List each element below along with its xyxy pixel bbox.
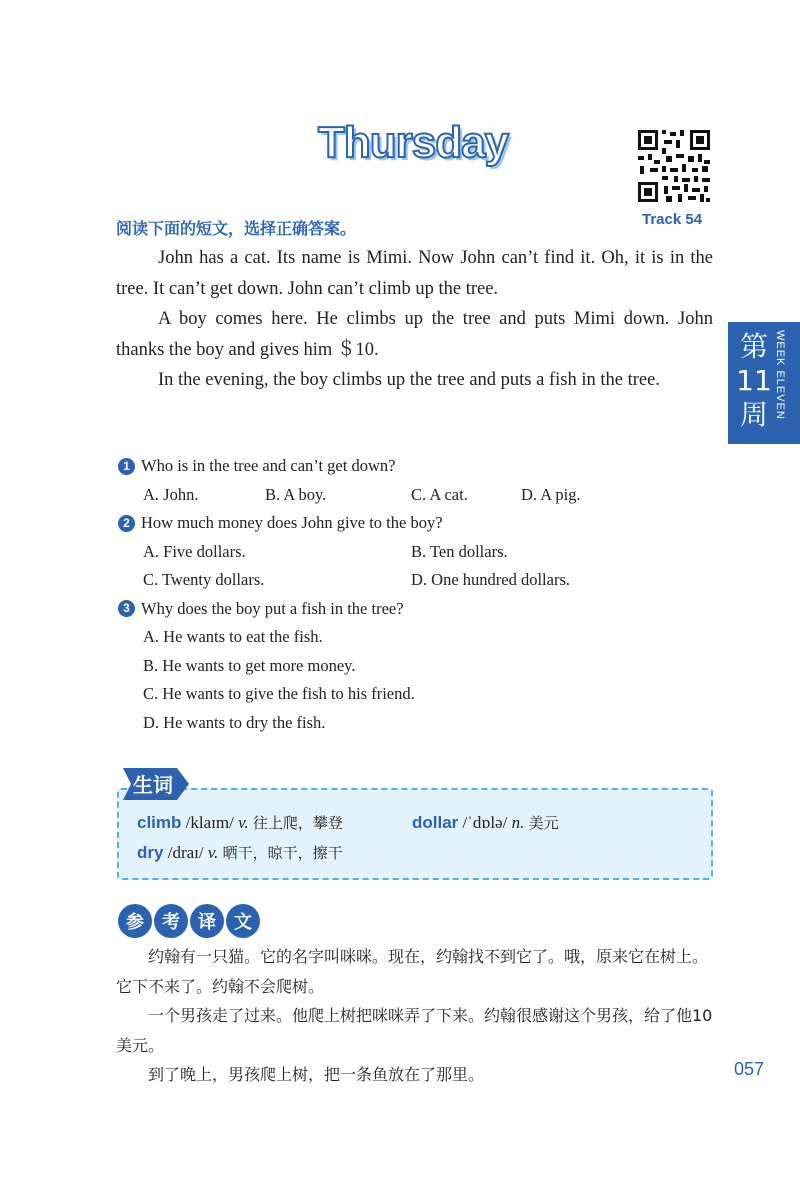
passage-paragraph: John has a cat. Its name is Mimi. Now John can’t find it. Oh, it is in the tree. It can’t get down. John can’t climb up the tree. [116,248,713,299]
option-d[interactable]: D. He wants to dry the fish. [143,712,326,732]
vocab-meaning: 往上爬，攀登 [252,814,343,832]
question-list [118,452,713,737]
question-1 [118,452,713,481]
vocab-pos: v. [207,843,219,862]
vocab-ipa: /klaɪm/ [185,813,234,832]
page-number: 057 [734,1059,765,1079]
reading-passage [116,243,713,396]
page-title: Thursday [318,118,509,167]
instruction-text: 阅读下面的短文，选择正确答案。 [116,219,357,238]
option-b[interactable]: B. He wants to get more money. [143,655,356,675]
translation-badge-char: 考 [162,912,180,933]
vocab-pos: n. [511,813,525,832]
option-b[interactable]: B. A boy. [265,484,327,504]
translation-text [116,942,714,1090]
passage-paragraph: In the evening, the boy climbs up the tree and puts a fish in the tree. [158,370,660,390]
option-c[interactable]: C. A cat. [411,484,468,504]
translation-paragraph: 一个男孩走了过来。他爬上树把咪咪弄了下来。约翰很感谢这个男孩，给了他10美元。 [116,1006,713,1055]
vocab-entry-dollar [412,812,559,833]
option-a[interactable]: A. He wants to eat the fish. [143,627,323,646]
vocab-word: dry [137,843,164,862]
options-row [118,481,713,510]
week-tab-en: WEEK ELEVEN [774,330,786,420]
translation-badge-char: 文 [234,912,252,933]
option-c[interactable]: C. He wants to give the fish to his friend. [143,684,415,703]
vocab-meaning: 晒干，晾干，擦干 [222,844,343,862]
vocabulary-box [117,788,713,880]
week-tab-char: 第 [739,330,768,363]
vocab-word: climb [137,813,182,832]
option-c[interactable]: C. Twenty dollars. [143,570,265,589]
option-a[interactable]: A. John. [143,484,199,504]
week-tab-number: 11 [736,364,772,397]
vocab-ipa: /draɪ/ [167,843,204,862]
week-tab-char: 周 [739,398,768,431]
question-2 [118,509,713,538]
question-number-badge: 2 [118,515,135,532]
week-tab-cn [734,330,774,432]
question-number-badge: 1 [118,458,135,475]
vocabulary-badge-label: 生词 [133,773,173,797]
options-row [118,566,713,595]
qr-code-icon [636,128,712,204]
vocab-pos: v. [238,813,249,832]
question-3 [118,595,713,624]
option-b[interactable]: B. Ten dollars. [411,541,508,561]
options-row [118,538,713,567]
translation-badge-char: 参 [126,912,144,933]
question-text: Who is in the tree and can’t get down? [141,456,396,475]
question-text: How much money does John give to the boy? [141,513,443,532]
question-number-badge: 3 [118,600,135,617]
vocab-entry-dry [137,842,343,863]
translation-paragraph: 约翰有一只猫。它的名字叫咪咪。现在，约翰找不到它了。哦，原来它在树上。它下不来了。约翰不会爬树。 [116,947,709,996]
vocab-meaning: 美元 [528,814,559,832]
passage-paragraph: A boy comes here. He climbs up the tree and puts Mimi down. John thanks the boy and gives him ＄10. [116,309,713,360]
option-d[interactable]: D. One hundred dollars. [411,570,571,589]
question-text: Why does the boy put a fish in the tree? [141,598,404,618]
option-d[interactable]: D. A pig. [521,484,581,504]
vocab-word: dollar [412,813,459,832]
vocabulary-badge [117,764,193,804]
vocab-entry-climb [137,812,343,833]
translation-badge [117,903,267,939]
vocab-ipa: /ˈdɒlə/ [462,813,508,832]
translation-paragraph: 到了晚上，男孩爬上树，把一条鱼放在了那里。 [148,1065,485,1084]
week-tab [728,322,800,444]
track-label: Track 54 [642,211,703,228]
option-a[interactable]: A. Five dollars. [143,541,246,561]
translation-badge-char: 译 [198,912,216,933]
